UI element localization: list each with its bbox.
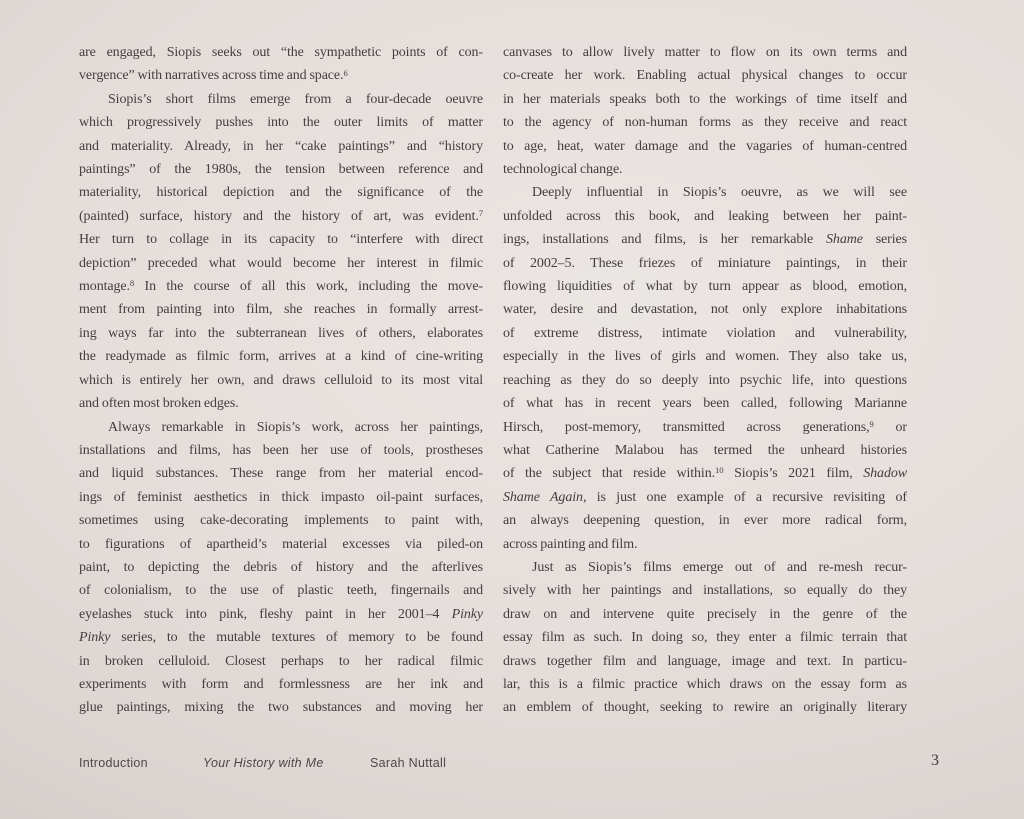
text-line: which is entirely her own, and draws celluloid to its most vital [79,372,483,388]
text-line: lar, this is a filmic practice which draws on the essay form as [503,676,907,692]
text-line: across painting and film. [503,536,638,552]
text-line: vergence” with narratives across time and space.$^6$ [79,67,348,84]
page-footer [0,752,1024,782]
text-line: reaching as they do so deeply into psychic life, into questions [503,372,907,388]
text-line: (painted) surface, history and the history of art, was evident.$^7$ [79,207,483,224]
text-line: technological change. [503,162,623,178]
text-line: Shame Again, is just one example of a recursive revisiting of [503,489,907,505]
text-line: to the agency of non-human forms as they receive and react [503,115,907,131]
text-line: of what has in recent years been called, following Marianne [503,396,907,412]
text-line: in her materials speaks both to the workings of time itself and [503,91,907,107]
footnote-marker: 6 [343,67,348,78]
text-line: essay film as such. In doing so, they enter a filmic terrain that [503,630,907,646]
footer-author-name: Sarah Nuttall [370,756,447,770]
text-line: ings of feminist aesthetics in thick impasto oil-paint surfaces, [79,489,483,505]
footnote-marker: 9 [869,418,874,429]
text-line: eyelashes stuck into pink, fleshy paint in her 2001–4 Pinky [79,606,483,622]
text-line: ment from painting into film, she reaches in formally arrest- [79,302,483,318]
text-line: the readymade as filmic form, arrives at a kind of cine-writing [79,349,483,365]
text-line: in broken celluloid. Closest perhaps to her radical filmic [79,653,483,669]
text-line: co-create her work. Enabling actual physical changes to occur [503,68,907,84]
text-line: depiction” preceded what would become her interest in filmic [79,255,483,271]
text-line: what Catherine Malabou has termed the unheard histories [503,442,907,458]
text-line: sively with her paintings and installations, so equally do they [503,583,907,599]
text-line: Deeply influential in Siopis’s oeuvre, as we will see [532,185,907,201]
text-line: ings, installations and films, is her remarkable Shame series [503,232,907,248]
text-line: of the subject that reside within.$^{10}$ Siopis’s 2021 film, Shadow [503,465,907,482]
text-line: an emblem of thought, seeking to rewire an originally literary [503,700,907,716]
text-line: to age, heat, water damage and the vagaries of human-centred [503,138,907,154]
text-line: especially in the lives of girls and women. They also take us, [503,349,907,365]
text-line: experiments with form and formlessness are her ink and [79,676,483,692]
text-line: Hirsch, post-memory, transmitted across generations,$^9$ or [503,418,907,435]
text-line: sometimes using cake-decorating implements to paint with, [79,513,483,529]
text-line: paintings” of the 1980s, the tension between reference and [79,162,483,178]
footnote-marker: 7 [478,207,483,218]
footer-book-title: Your History with Me [203,756,324,770]
text-line: of colonialism, to the use of plastic teeth, fingernails and [79,583,483,599]
text-line: are engaged, Siopis seeks out “the sympathetic points of con- [79,45,483,60]
text-line: paint, to depicting the debris of history and the afterlives [79,559,483,575]
text-line: installations and films, has been her use of tools, prostheses [79,442,483,458]
text-line: water, desire and devastation, not only explore inhabitations [503,302,907,318]
text-line: Her turn to collage in its capacity to “interfere with direct [79,232,483,248]
text-line: ing ways far into the subterranean lives of others, elaborates [79,325,483,341]
text-line: an always deepening question, in ever more radical form, [503,513,907,529]
text-line: Always remarkable in Siopis’s work, across her paintings, [108,419,483,435]
text-line: draws together film and language, image and text. In particu- [503,653,907,669]
text-line: Siopis’s short films emerge from a four-decade oeuvre [108,91,483,107]
text-column-right [503,41,907,720]
text-line: and materiality. Already, in her “cake paintings” and “history [79,138,483,154]
text-column-left [79,41,483,720]
text-line: montage.$^8$ In the course of all this work, including the move- [79,278,483,295]
text-line: materiality, historical depiction and the significance of the [79,185,483,201]
text-line: and liquid substances. These range from her material encod- [79,466,483,482]
text-line: unfolded across this book, and leaking between her paint- [503,208,907,224]
text-line: Just as Siopis’s films emerge out of and re-mesh recur- [532,559,907,575]
text-line: to figurations of apartheid’s material excesses via piled-on [79,536,483,552]
footnote-marker: 8 [129,278,135,289]
text-line: flowing liquidities of what by turn appear as blood, emotion, [503,279,907,295]
text-line: Pinky series, to the mutable textures of memory to be found [79,630,483,646]
page-number: 3 [931,752,939,769]
text-line: of extreme distress, intimate violation and vulnerability, [503,325,907,341]
footnote-marker: 10 [715,465,724,476]
text-line: glue paintings, mixing the two substances and moving her [79,700,483,716]
text-line: which progressively pushes into the outer limits of matter [79,115,483,131]
text-line: canvases to allow lively matter to flow on its own terms and [503,45,907,60]
footer-chapter-label: Introduction [79,756,148,770]
text-line: draw on and intervene quite precisely in the genre of the [503,606,907,622]
text-line: and often most broken edges. [79,396,239,412]
text-line: of 2002–5. These friezes of miniature paintings, in their [503,255,907,271]
